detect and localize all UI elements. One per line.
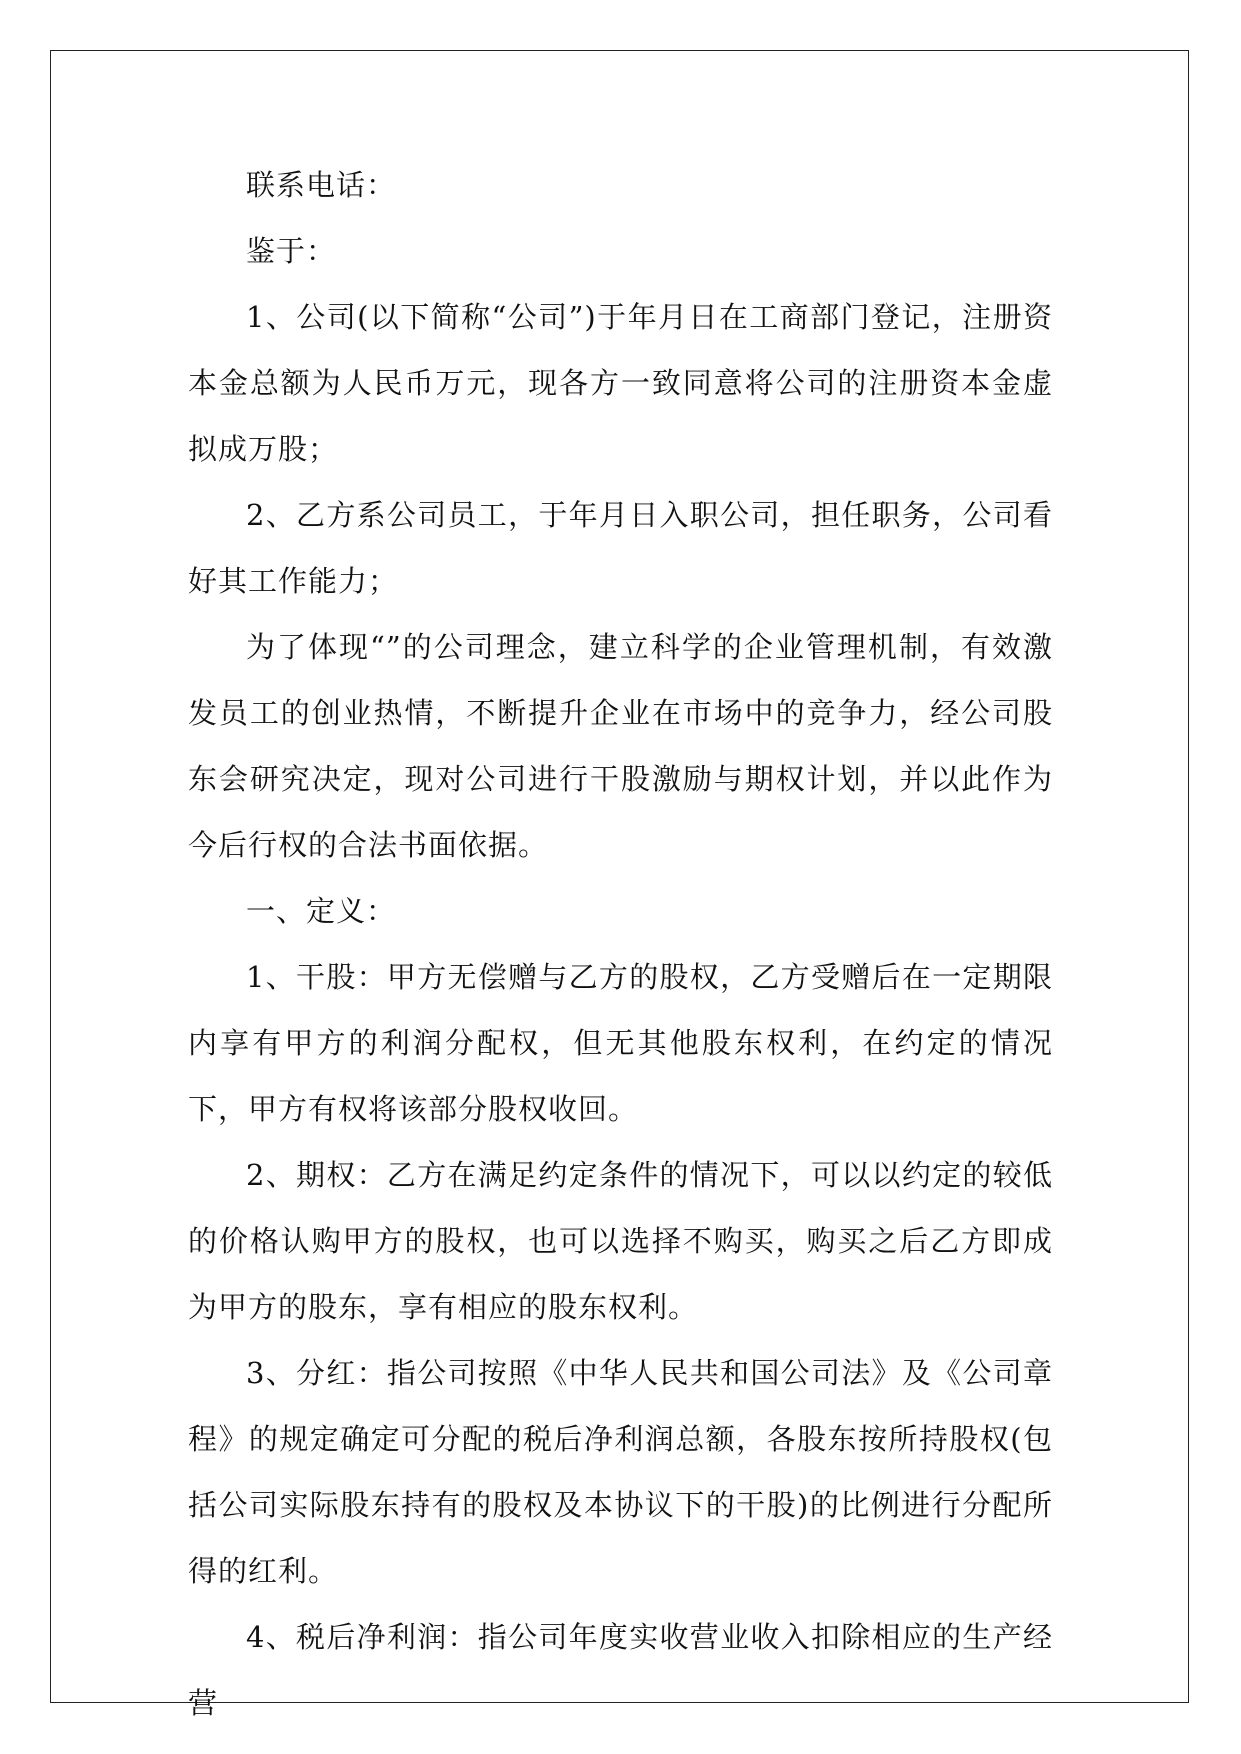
purpose-paragraph: 为了体现“”的公司理念，建立科学的企业管理机制，有效激发员工的创业热情，不断提升企业在市场中的竞争力，经公司股东会研究决定，现对公司进行干股激励与期权计划，并以此作为今后行权的合法书面依据。	[188, 630, 1053, 862]
recital-1: 1、公司(以下简称“公司”)于年月日在工商部门登记，注册资本金总额为人民币万元，现各方一致同意将公司的注册资本金虚拟成万股；	[188, 300, 1053, 466]
definition-dry-shares: 1、干股：甲方无偿赠与乙方的股权，乙方受赠后在一定期限内享有甲方的利润分配权，但无其他股东权利，在约定的情况下，甲方有权将该部分股权收回。	[188, 960, 1053, 1126]
contact-phone-line: 联系电话：	[246, 168, 397, 202]
definition-net-profit: 4、税后净利润：指公司年度实收营业收入扣除相应的生产经营	[188, 1620, 1053, 1720]
definition-dividends: 3、分红：指公司按照《中华人民共和国公司法》及《公司章程》的规定确定可分配的税后净利润总额，各股东按所持股权(包括公司实际股东持有的股权及本协议下的干股)的比例进行分配所得的红利。	[188, 1356, 1053, 1588]
whereas-heading: 鉴于：	[246, 234, 337, 268]
document-body	[188, 152, 1053, 1736]
recital-2: 2、乙方系公司员工，于年月日入职公司，担任职务，公司看好其工作能力；	[188, 498, 1053, 598]
section-heading-definitions: 一、定义：	[246, 894, 397, 928]
definition-options: 2、期权：乙方在满足约定条件的情况下，可以以约定的较低的价格认购甲方的股权，也可以选择不购买，购买之后乙方即成为甲方的股东，享有相应的股东权利。	[188, 1158, 1053, 1324]
